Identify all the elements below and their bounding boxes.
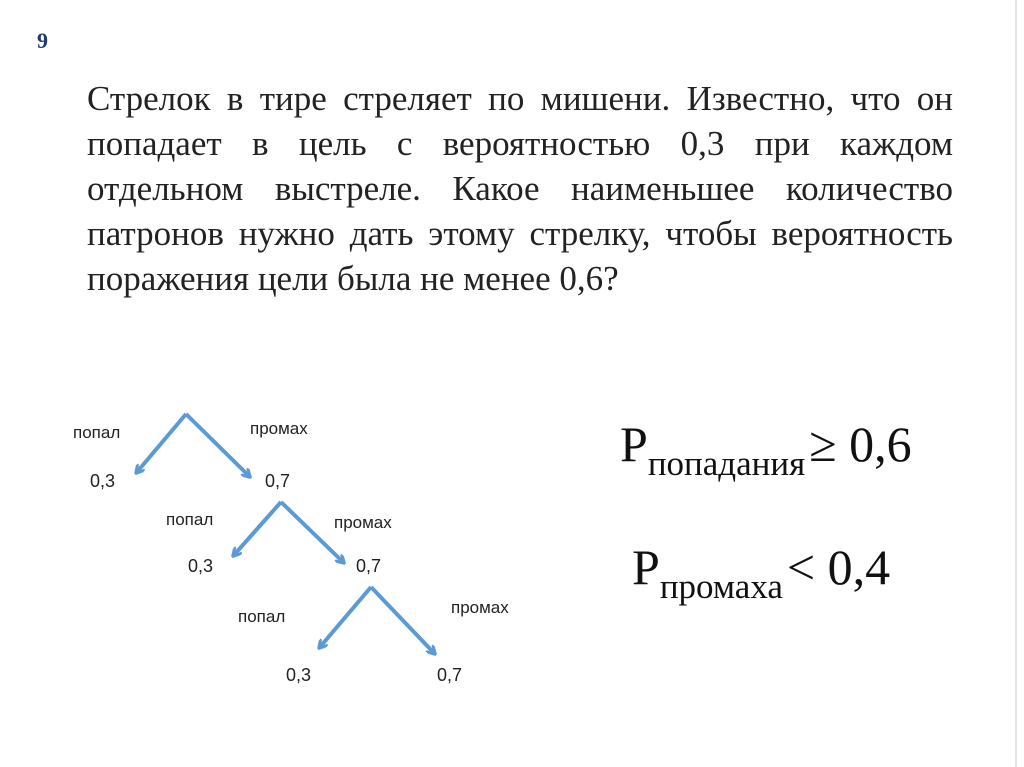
tree-arrow-miss-1 — [186, 414, 249, 476]
tree-miss-prob-3: 0,7 — [437, 665, 463, 685]
slide-number: 9 — [37, 28, 48, 53]
tree-hit-label-1: попал — [73, 423, 121, 442]
formula-subscript: попадания — [647, 444, 806, 483]
tree-miss-prob-2: 0,7 — [356, 556, 382, 576]
tree-miss-label-2: промах — [334, 513, 392, 532]
formula-subscript: промаха — [659, 567, 783, 606]
tree-hit-prob-3: 0,3 — [286, 665, 312, 685]
formula-symbol: P — [620, 416, 648, 472]
tree-arrow-miss-2 — [281, 502, 343, 562]
formula-symbol: P — [632, 539, 660, 595]
tree-hit-label-2: попал — [166, 510, 214, 529]
formula-hit-probability — [620, 415, 912, 483]
formula-relation: ≥ 0,6 — [809, 416, 912, 472]
formula-relation: < 0,4 — [786, 539, 891, 595]
formula-miss-probability — [632, 538, 891, 606]
tree-hit-prob-1: 0,3 — [90, 471, 116, 491]
tree-arrow-miss-3 — [371, 587, 434, 653]
problem-statement: Стрелок в тире стреляет по мишени. Известно, что он попадает в цель с вероятностью 0,3 при каждом отдельном выстреле. Какое наименьшее количество патронов нужно дать этому стрелку, чтобы вероятность поражения цели была не менее 0,6? — [87, 79, 953, 298]
tree-hit-prob-2: 0,3 — [188, 556, 214, 576]
tree-miss-label-3: промах — [451, 598, 509, 617]
tree-miss-prob-1: 0,7 — [265, 471, 291, 491]
tree-arrow-hit-1 — [137, 414, 186, 472]
tree-arrow-hit-3 — [320, 587, 371, 647]
tree-arrow-hit-2 — [234, 502, 281, 555]
tree-hit-label-3: попал — [238, 607, 286, 626]
tree-miss-label-1: промах — [250, 419, 308, 438]
